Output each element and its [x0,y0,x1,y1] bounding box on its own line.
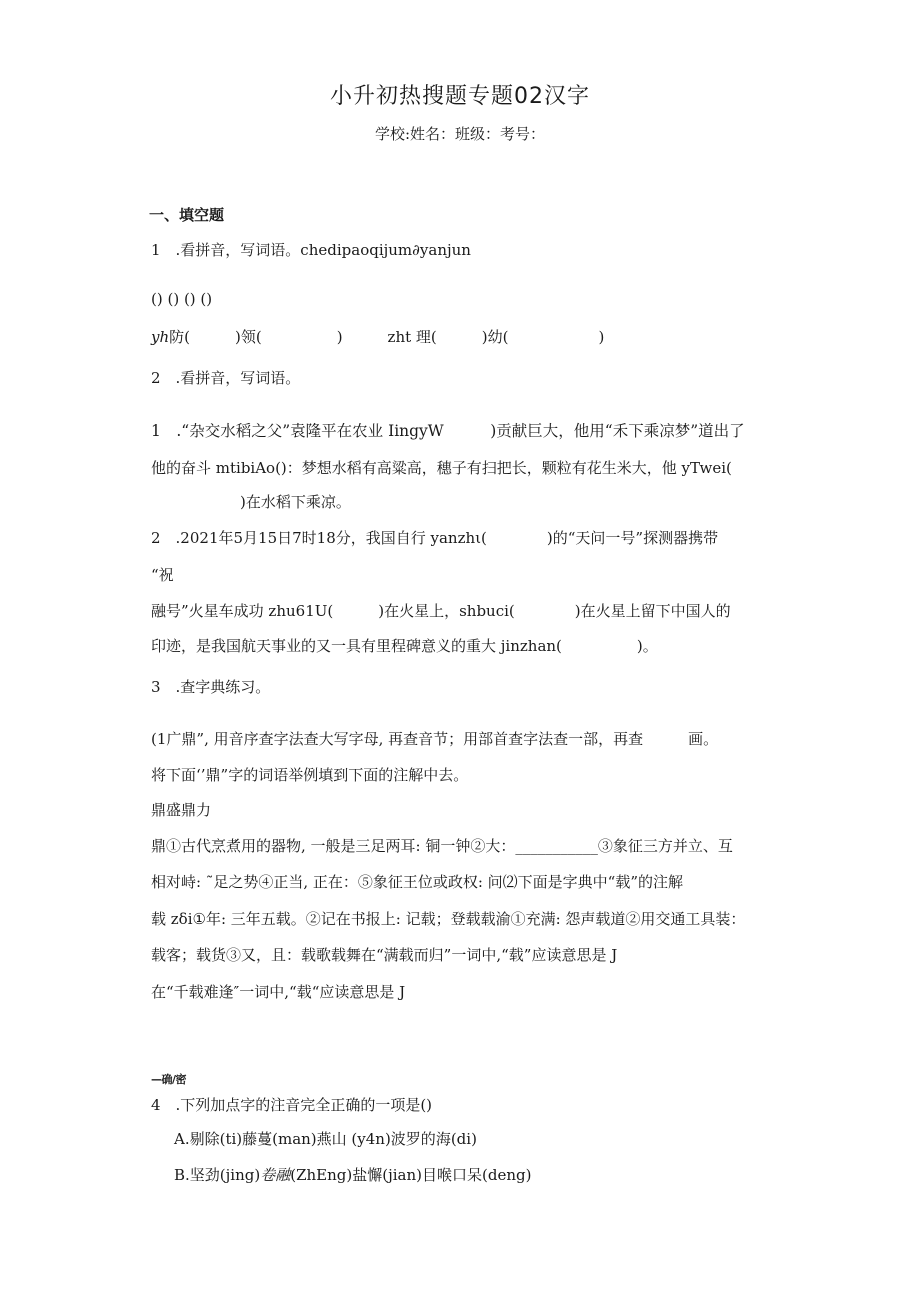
q2-p2-line1: 2 .2021年5月15日7时18分，我国自行 yanzhι( )的“天问一号”探测器携带 [151,529,719,547]
q2-p1-line2: 他的奋斗 mtibiAo()：梦想水稻有高粱高，穗子有扫把长，颗粒有花生米大，他 yTwei( [151,459,732,477]
q4-option-b [174,1165,531,1185]
q1-words-pinyin: yh [151,328,170,346]
q4-option-b-label: B.坚劲(jing) [174,1166,261,1184]
page-title: 小升初热搜题专题02汉字 [330,84,590,109]
q1-words [151,327,604,347]
q2-p1-line3: )在水稻下乘凉。 [240,493,351,511]
section-heading-choice: —确/密 [151,1073,187,1086]
q4-option-b-rest: (ZhEng)盐懈(jian)目喉口呆(deng) [290,1166,532,1184]
q1-words-rest: 防( )领( ) zht 理( )幼( ) [169,328,605,346]
q3-line4: 鼎①古代烹煮用的器物, 一般是三足两耳: 铜一钟②大：___________③象征三方并立、互 [151,837,733,855]
q2-p2-line3: 融号”火星车成功 zhu61U( )在火星上，shbuci( )在火星上留下中国人的 [151,602,731,620]
q3-line7: 载客；载货③又，且：载歌载舞在“满载而归”一词中,“载”应读意思是 J [151,946,618,964]
q3-line5: 相对峙: ˜足之势④正当, 正在：⑤象征王位或政权: 问⑵下面是字典中“载”的注解 [151,873,684,891]
q3-line6: 载 zδi①年: 三年五载。②记在书报上: 记载；登载载渝①充满: 怨声载道②用交通工具装： [151,910,746,928]
q2-heading: 2 .看拼音，写词语。 [151,369,301,387]
q2-p1-line1: 1 .“杂交水稻之父”袁隆平在农业 IingyW )贡献巨大，他用“禾下乘凉梦”道出了 [151,422,745,440]
q1-prompt: 1 .看拼音，写词语。chedipaoqijum∂yanjun [151,241,471,259]
q1-blanks: () () () () [151,290,213,308]
q3-line2: 将下面‘’鼎”字的词语举例填到下面的注解中去。 [151,766,469,784]
q3-line1: (1广鼎”, 用音序查字法查大写字母, 再查音节；用部首查字法查一部，再查 画。 [151,730,719,748]
q2-p2-line4: 印迹，是我国航天事业的又一具有里程碑意义的重大 jinzhan( )。 [151,637,658,655]
q2-p2-line2: “祝 [151,566,174,584]
q3-line8: 在“千载难逢″一词中,“载“应读意思是 J [151,983,406,1001]
q4-option-b-italic: 卷融 [260,1166,291,1184]
q4-question: 4 .下列加点字的注音完全正确的一项是() [151,1096,433,1114]
q4-option-a: A.剔除(ti)藤蔓(man)燕山 (y4n)波罗的海(di) [174,1130,477,1148]
q3-heading: 3 .查字典练习。 [151,678,271,696]
student-info-line: 学校:姓名：班级：考号： [374,125,546,143]
q3-line3: 鼎盛鼎力 [151,801,212,819]
section-heading-fill-in: 一、填空题 [149,206,225,224]
